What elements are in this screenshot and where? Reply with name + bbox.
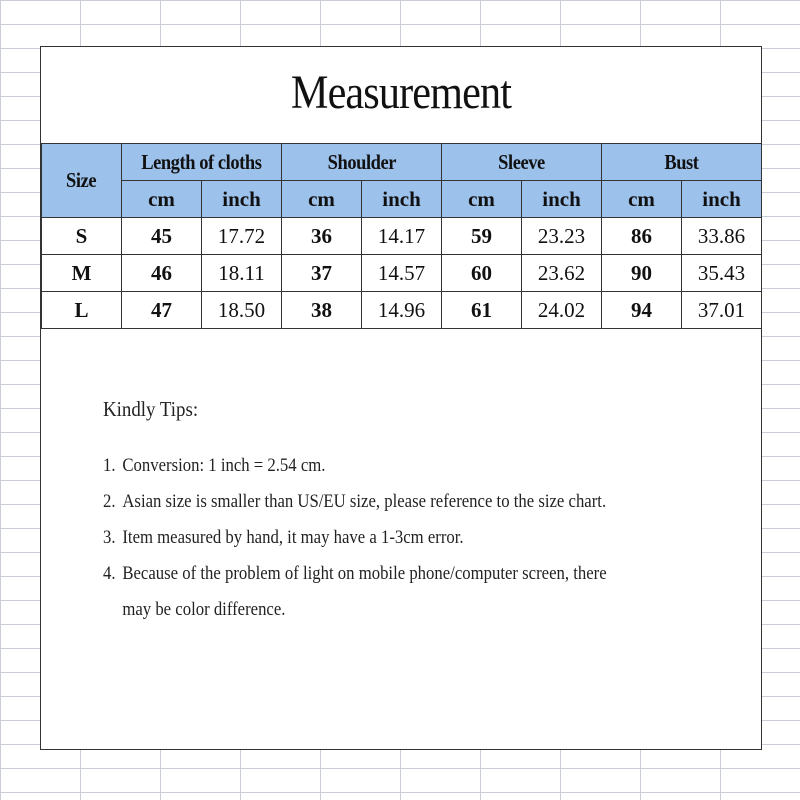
value-inch: 14.17: [362, 218, 442, 255]
list-item: [103, 484, 686, 520]
header-sleeve: Sleeve: [442, 144, 602, 181]
unit-cell: cm: [602, 181, 682, 218]
page-title: Measurement: [290, 66, 512, 119]
tips-list: [103, 448, 723, 628]
tips-section: [103, 397, 723, 628]
list-text: Asian size is smaller than US/EU size, please reference to the size chart.: [122, 491, 607, 512]
unit-cell: inch: [202, 181, 282, 218]
value-inch: 23.62: [522, 255, 602, 292]
unit-cell: inch: [362, 181, 442, 218]
value-inch: 18.11: [202, 255, 282, 292]
value-cm: 60: [442, 255, 522, 292]
value-cm: 38: [282, 292, 362, 329]
table-header-row: [42, 144, 762, 181]
value-cm: 86: [602, 218, 682, 255]
size-label: S: [42, 218, 122, 255]
table-row: [42, 255, 762, 292]
value-inch: 35.43: [682, 255, 762, 292]
value-inch: 23.23: [522, 218, 602, 255]
size-label: L: [42, 292, 122, 329]
value-cm: 36: [282, 218, 362, 255]
list-number: 2.: [103, 491, 116, 512]
value-inch: 14.57: [362, 255, 442, 292]
table-row: [42, 218, 762, 255]
value-cm: 90: [602, 255, 682, 292]
size-chart-sheet: [40, 46, 762, 750]
header-bust: Bust: [602, 144, 762, 181]
list-item: [103, 520, 686, 556]
tips-title: Kindly Tips:: [103, 397, 199, 421]
unit-cell: inch: [522, 181, 602, 218]
value-cm: 47: [122, 292, 202, 329]
unit-cell: inch: [682, 181, 762, 218]
value-inch: 18.50: [202, 292, 282, 329]
value-cm: 46: [122, 255, 202, 292]
header-shoulder: Shoulder: [282, 144, 442, 181]
list-item: [103, 448, 686, 484]
size-table: [41, 143, 762, 329]
list-number: 4.: [103, 563, 116, 584]
unit-cell: cm: [282, 181, 362, 218]
value-inch: 24.02: [522, 292, 602, 329]
value-cm: 45: [122, 218, 202, 255]
list-text: Conversion: 1 inch = 2.54 cm.: [122, 455, 326, 476]
value-inch: 14.96: [362, 292, 442, 329]
table-row: [42, 292, 762, 329]
value-cm: 94: [602, 292, 682, 329]
list-text: Because of the problem of light on mobile phone/computer screen, there may be color difference.: [122, 563, 607, 620]
header-length: Length of cloths: [122, 144, 282, 181]
size-label: M: [42, 255, 122, 292]
unit-cell: cm: [442, 181, 522, 218]
value-cm: 59: [442, 218, 522, 255]
unit-cell: cm: [122, 181, 202, 218]
value-inch: 33.86: [682, 218, 762, 255]
list-text: Item measured by hand, it may have a 1-3cm error.: [122, 527, 464, 548]
value-cm: 61: [442, 292, 522, 329]
list-item: [103, 556, 615, 628]
header-size: Size: [42, 144, 122, 218]
value-inch: 17.72: [202, 218, 282, 255]
list-number: 3.: [103, 527, 116, 548]
table-units-row: [42, 181, 762, 218]
value-inch: 37.01: [682, 292, 762, 329]
value-cm: 37: [282, 255, 362, 292]
list-number: 1.: [103, 455, 116, 476]
